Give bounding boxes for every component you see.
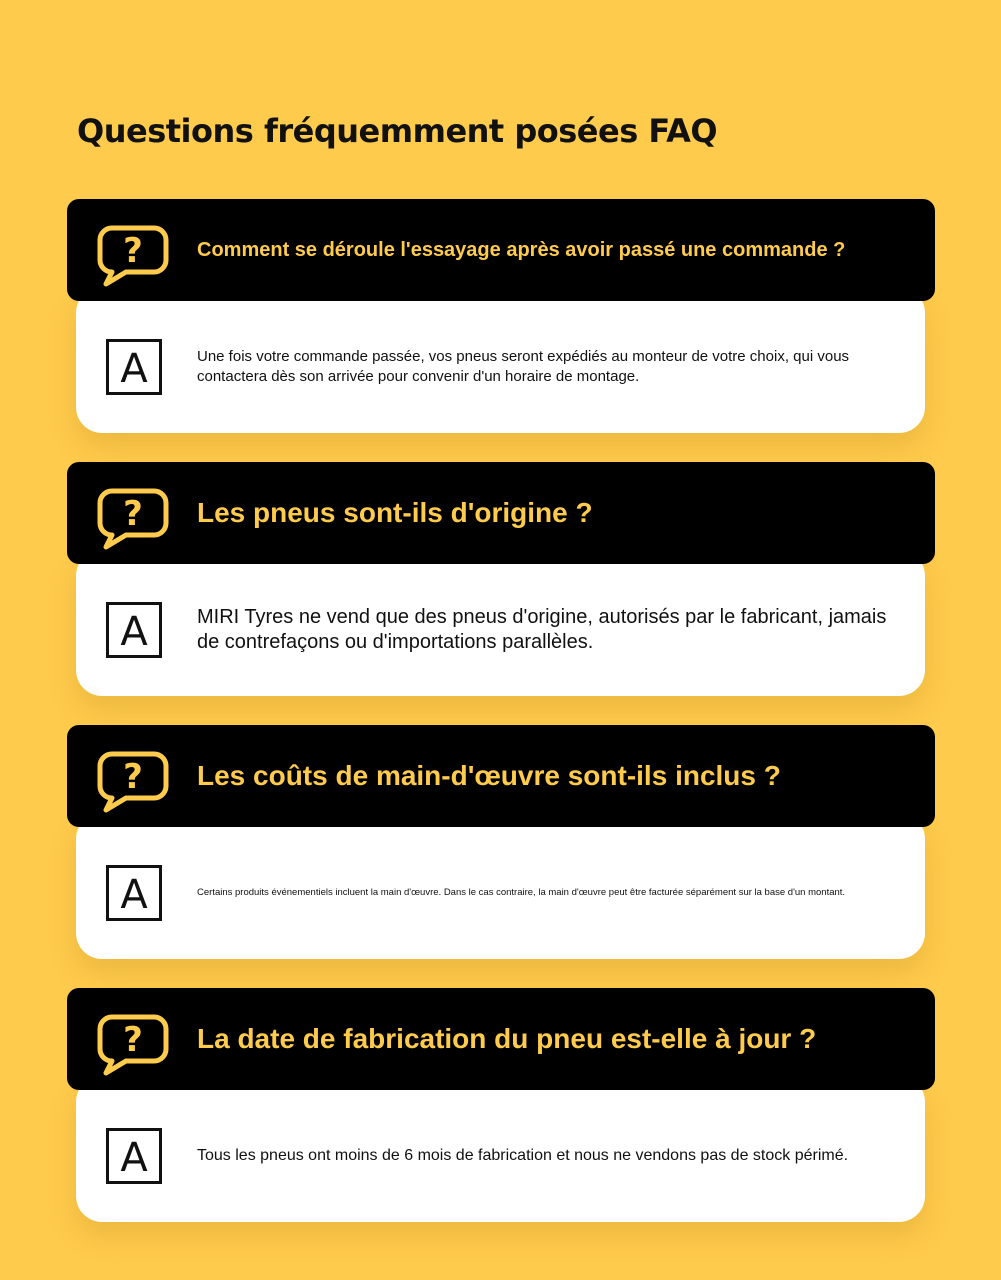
answer-text: Certains produits événementiels incluent la main d'œuvre. Dans le cas contraire, la main d'œuvre peut être facturée séparément sur la base d'un montant. [197, 887, 846, 898]
answer-text: Une fois votre commande passée, vos pneus seront expédiés au monteur de votre choix, qui vous contactera dès son arrivée pour convenir d'un horaire de montage. [197, 348, 850, 385]
question-text: Les coûts de main-d'œuvre sont-ils inclus ? [197, 760, 781, 791]
faq-item [67, 199, 935, 433]
question-bar[interactable] [67, 199, 935, 301]
svg-text:A: A [120, 1135, 148, 1181]
svg-text:A: A [120, 609, 148, 655]
answer-a-icon [106, 1128, 162, 1184]
question-bar[interactable] [67, 725, 935, 827]
faq-item [67, 462, 935, 696]
answer-text: Tous les pneus ont moins de 6 mois de fabrication et nous ne vendons pas de stock périmé. [197, 1147, 849, 1164]
svg-text:?: ? [123, 231, 143, 271]
page-title: Questions fréquemment posées FAQ [77, 112, 718, 150]
answer-a-icon [106, 602, 162, 658]
svg-text:A: A [120, 872, 148, 918]
question-bar[interactable] [67, 988, 935, 1090]
svg-text:A: A [120, 346, 148, 392]
speech-bubble-question-icon [96, 750, 170, 814]
answer-a-icon [106, 865, 162, 921]
speech-bubble-question-icon [96, 487, 170, 551]
faq-item [67, 725, 935, 959]
faq-item [67, 988, 935, 1222]
svg-text:?: ? [123, 757, 143, 797]
answer-text: MIRI Tyres ne vend que des pneus d'origine, autorisés par le fabricant, jamais de contrefaçons ou d'importations parallèles. [197, 606, 887, 653]
speech-bubble-question-icon [96, 224, 170, 288]
svg-text:?: ? [123, 1020, 143, 1060]
question-text: Comment se déroule l'essayage après avoir passé une commande ? [197, 238, 846, 261]
question-bar[interactable] [67, 462, 935, 564]
answer-a-icon [106, 339, 162, 395]
svg-text:?: ? [123, 494, 143, 534]
speech-bubble-question-icon [96, 1013, 170, 1077]
question-text: La date de fabrication du pneu est-elle à jour ? [197, 1023, 817, 1054]
question-text: Les pneus sont-ils d'origine ? [197, 497, 593, 528]
